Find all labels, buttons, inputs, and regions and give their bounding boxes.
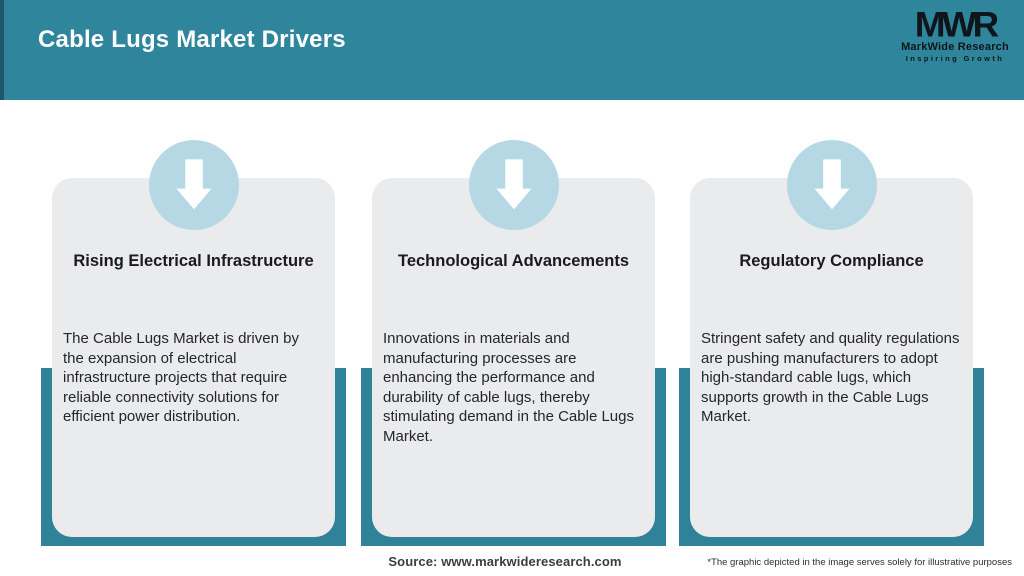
card-body-text: Innovations in materials and manufacturing processes are enhancing the performance and durability of cable lugs, thereby stimulating demand in the Cable Lugs Market. xyxy=(383,330,634,445)
source-attribution: Source: www.markwideresearch.com xyxy=(388,554,622,569)
card-heading: Technological Advancements xyxy=(397,252,630,270)
disclaimer-note: *The graphic depicted in the image serves solely for illustrative purposes xyxy=(707,557,1012,568)
markwide-research-logo xyxy=(900,5,1010,63)
card-body-text: Stringent safety and quality regulations are pushing manufacturers to adopt high-standard cable lugs, which supports growth in the Cable Lugs Market. xyxy=(701,330,960,425)
mwr-monogram-icon: MWR xyxy=(914,5,996,45)
circle-badge xyxy=(469,140,559,230)
card-heading: Rising Electrical Infrastructure xyxy=(73,252,314,270)
circle-badge xyxy=(149,140,239,230)
logo-name: MarkWide Research xyxy=(901,41,1009,53)
page-title: Cable Lugs Market Drivers xyxy=(38,26,346,53)
header-bar xyxy=(0,0,1024,100)
logo-tagline: Inspiring Growth xyxy=(905,54,1005,63)
arrow-down-icon xyxy=(161,152,227,218)
circle-badge xyxy=(787,140,877,230)
card-body-text: The Cable Lugs Market is driven by the expansion of electrical infrastructure projects that require reliable connectivity solutions for efficient power distribution. xyxy=(63,330,299,425)
card-heading: Regulatory Compliance xyxy=(739,252,924,270)
arrow-down-icon xyxy=(481,152,547,218)
arrow-down-icon xyxy=(799,152,865,218)
header-left-edge xyxy=(0,0,4,100)
